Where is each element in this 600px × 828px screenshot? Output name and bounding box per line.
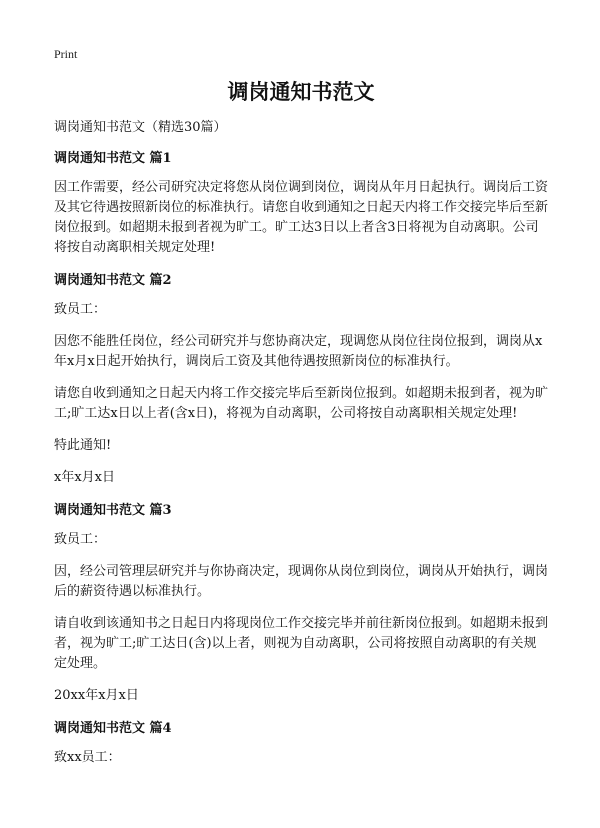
section-heading-2: 调岗通知书范文 篇2 <box>54 273 172 288</box>
section-heading-4: 调岗通知书范文 篇4 <box>54 721 172 736</box>
section-heading-3: 调岗通知书范文 篇3 <box>54 503 172 518</box>
sections-container <box>54 148 548 768</box>
print-link[interactable]: Print <box>54 47 78 61</box>
page-title: 调岗通知书范文 <box>227 79 375 104</box>
section-2-paragraph: 特此通知! <box>54 438 112 453</box>
section-2-paragraph: 致员工： <box>54 302 107 317</box>
section-3-paragraph: 致员工： <box>54 532 107 547</box>
section-heading-1: 调岗通知书范文 篇1 <box>54 151 172 166</box>
document-subtitle: 调岗通知书范文（精选30篇） <box>54 120 227 135</box>
section-3-paragraph: 因，经公司管理层研究并与你协商决定，现调你从岗位到岗位，调岗从开始执行，调岗后的薪资待遇以标准执行。 <box>54 564 549 599</box>
section-2-paragraph: 请您自收到通知之日起天内将工作交接完毕后至新岗位报到。如超期未报到者，视为旷工;旷工达x日以上者(含x日)，将视为自动离职，公司将按自动离职相关规定处理! <box>54 386 549 421</box>
section-2-paragraph: 因您不能胜任岗位，经公司研究并与您协商决定，现调您从岗位往岗位报到，调岗从x年x月x日起开始执行，调岗后工资及其他待遇按照新岗位的标准执行。 <box>54 334 543 369</box>
section-4-paragraph: 致xx员工： <box>54 750 121 765</box>
section-1-paragraph: 因工作需要，经公司研究决定将您从岗位调到岗位，调岗从年月日起执行。调岗后工资及其它待遇按照新岗位的标准执行。请您自收到通知之日起天内将工作交接完毕后至新岗位报到。如超期未报到者视为旷工。旷工达3日以上者含3日将视为自动离职。公司将按自动离职相关规定处理! <box>54 180 549 255</box>
section-2-paragraph: x年x月x日 <box>54 470 115 485</box>
section-3-paragraph: 20xx年x月x日 <box>54 688 139 703</box>
section-3-paragraph: 请自收到该通知书之日起日内将现岗位工作交接完毕并前往新岗位报到。如超期未报到者，视为旷工;旷工达日(含)以上者，则视为自动离职，公司将按照自动离职的有关规定处理。 <box>54 616 549 671</box>
